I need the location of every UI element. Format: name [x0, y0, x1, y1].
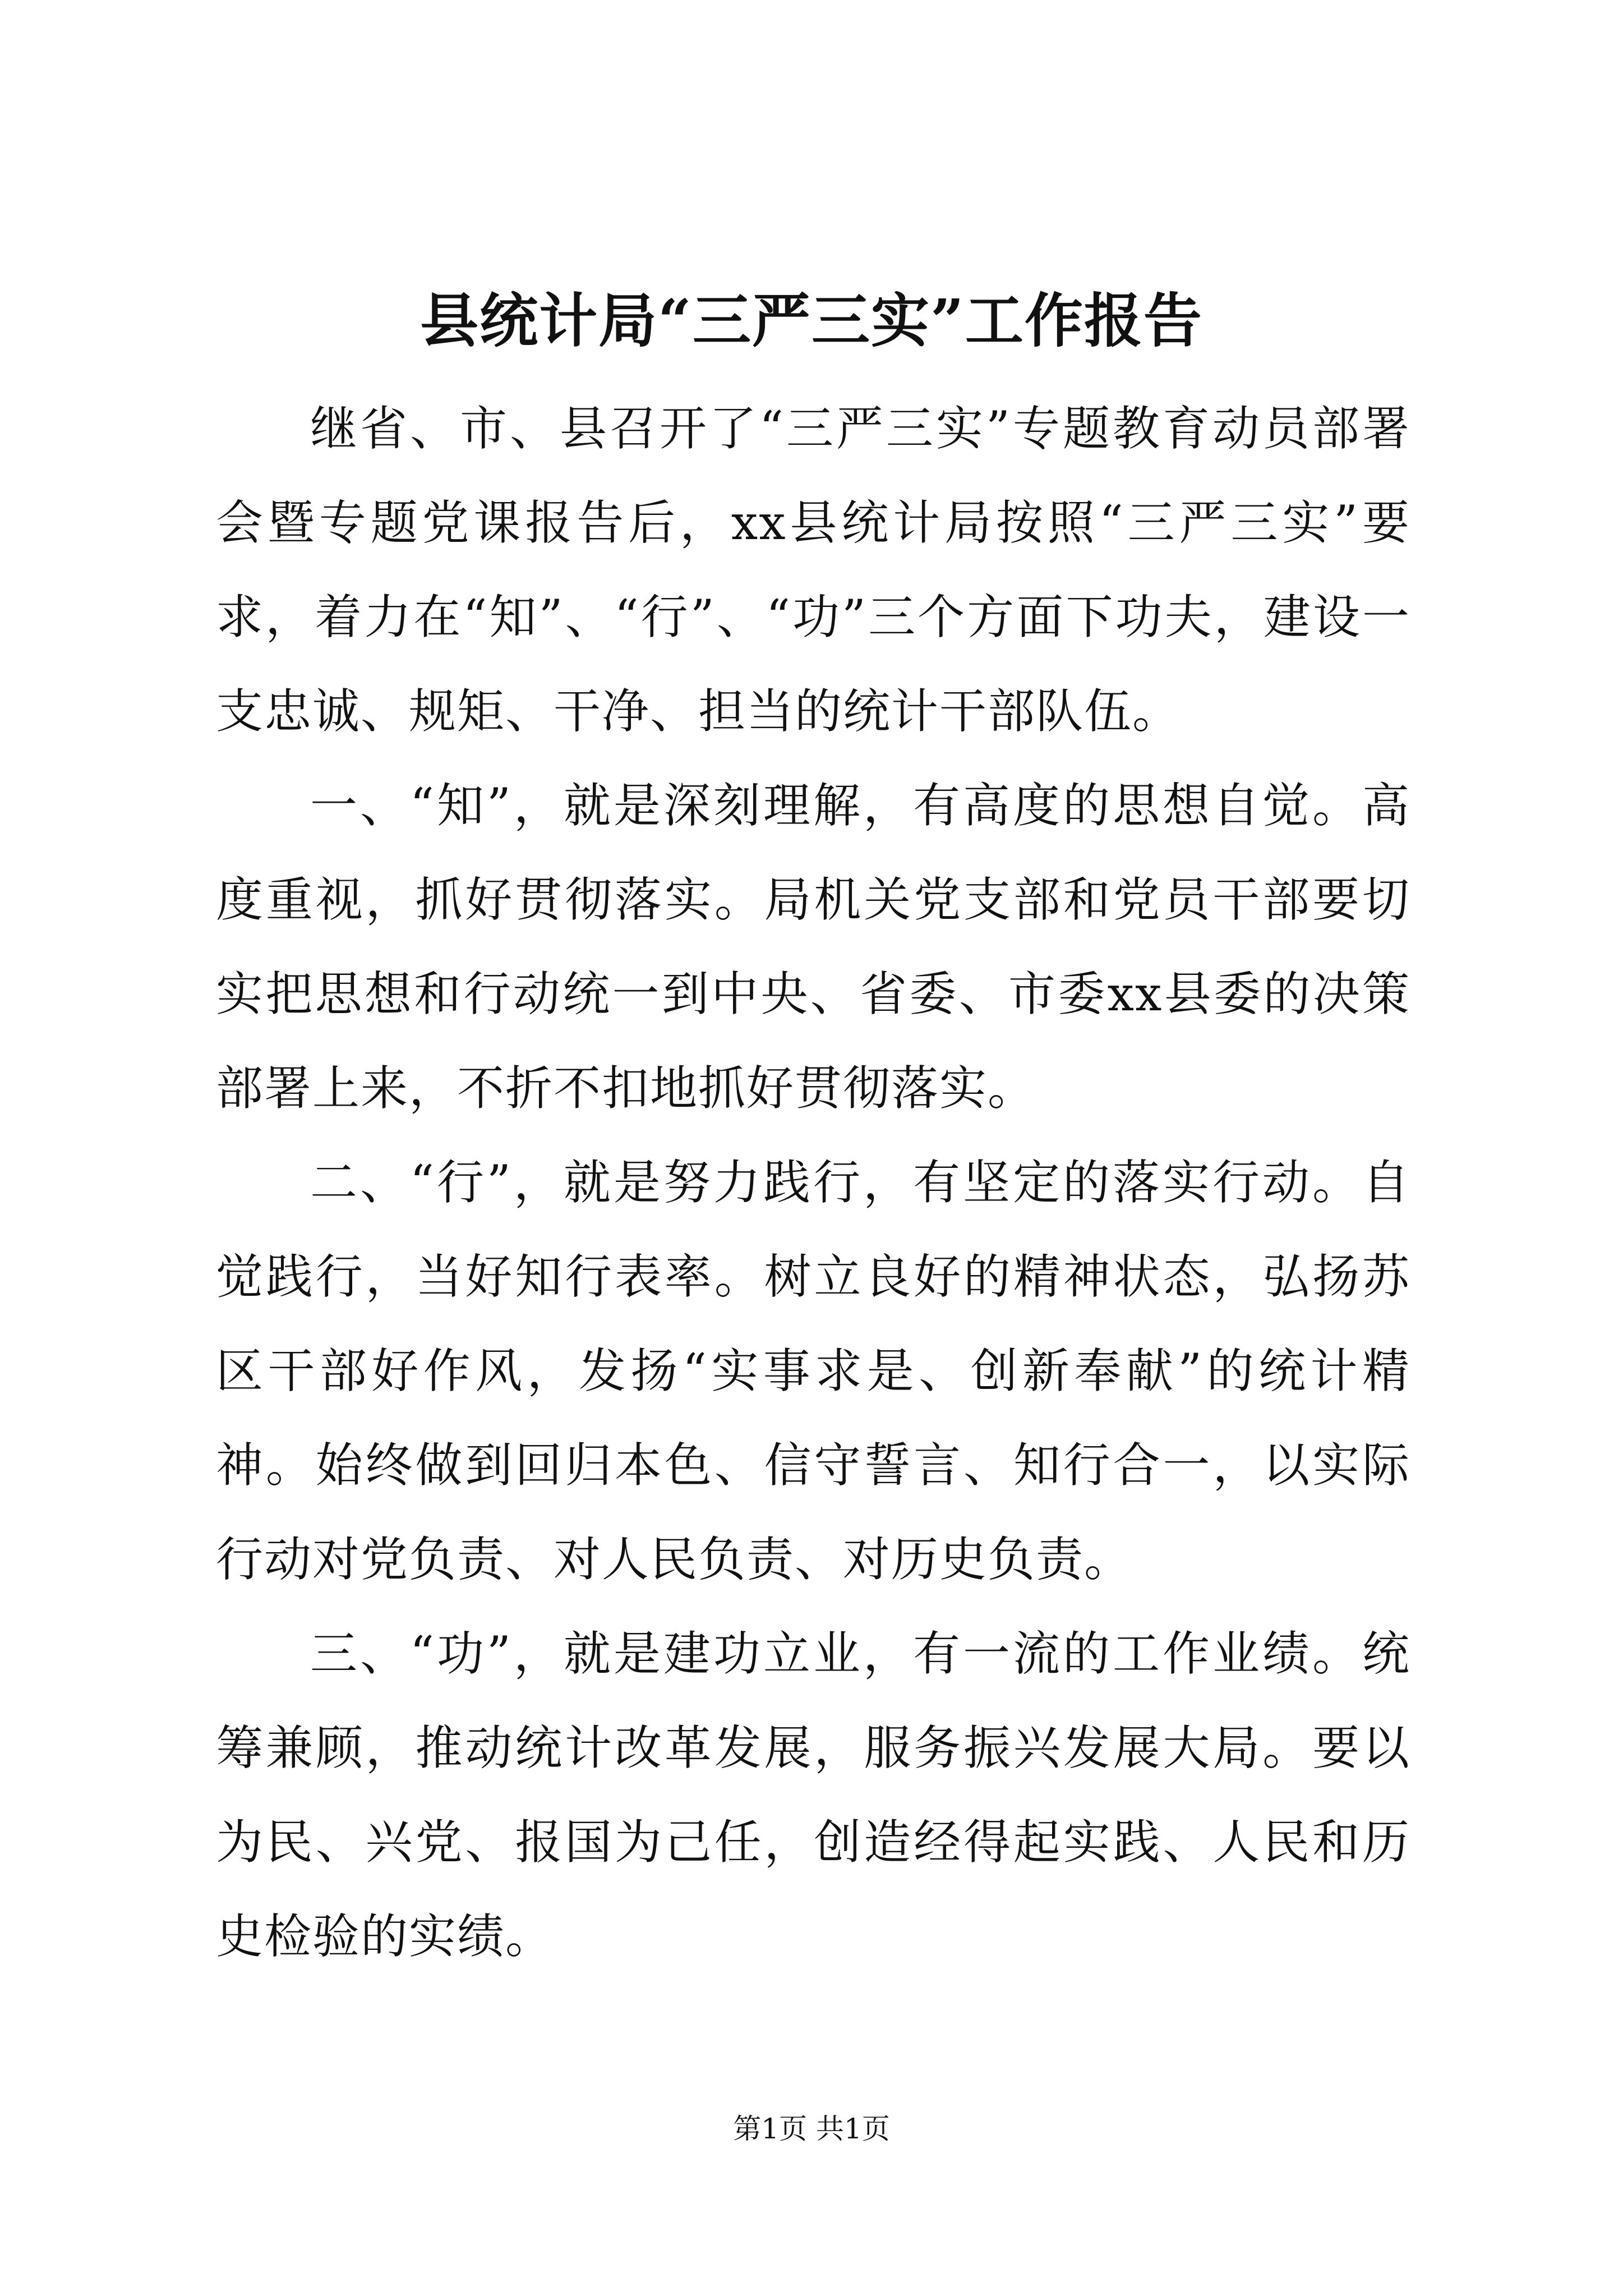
paragraph-section-3: 三、“功”，就是建功立业，有一流的工作业绩。统筹兼顾，推动统计改革发展，服务振兴发展大局。要以为民、兴党、报国为己任，创造经得起实践、人民和历史检验的实绩。 — [216, 1626, 1410, 1964]
page-number-footer: 第1页 共1页 — [733, 2113, 890, 2145]
document-body — [216, 381, 1410, 1984]
paragraph-section-1: 一、“知”，就是深刻理解，有高度的思想自觉。高度重视，抓好贯彻落实。局机关党支部和党员干部要切实把思想和行动统一到中央、省委、市委xx县委的决策部署上来，不折不扣地抓好贯彻落实。 — [216, 778, 1410, 1116]
document-title: 县统计局“三严三实”工作报告 — [420, 286, 1203, 355]
paragraph-section-2: 二、“行”，就是努力践行，有坚定的落实行动。自觉践行，当好知行表率。树立良好的精神状态，弘扬苏区干部好作风，发扬“实事求是、创新奉献”的统计精神。始终做到回归本色、信守誓言、知行合一，以实际行动对党负责、对人民负责、对历史负责。 — [216, 1155, 1410, 1587]
paragraph-intro: 继省、市、县召开了“三严三实”专题教育动员部署会暨专题党课报告后，xx县统计局按照“三严三实”要求，着力在“知”、“行”、“功”三个方面下功夫，建设一支忠诚、规矩、干净、担当的统计干部队伍。 — [216, 401, 1410, 739]
